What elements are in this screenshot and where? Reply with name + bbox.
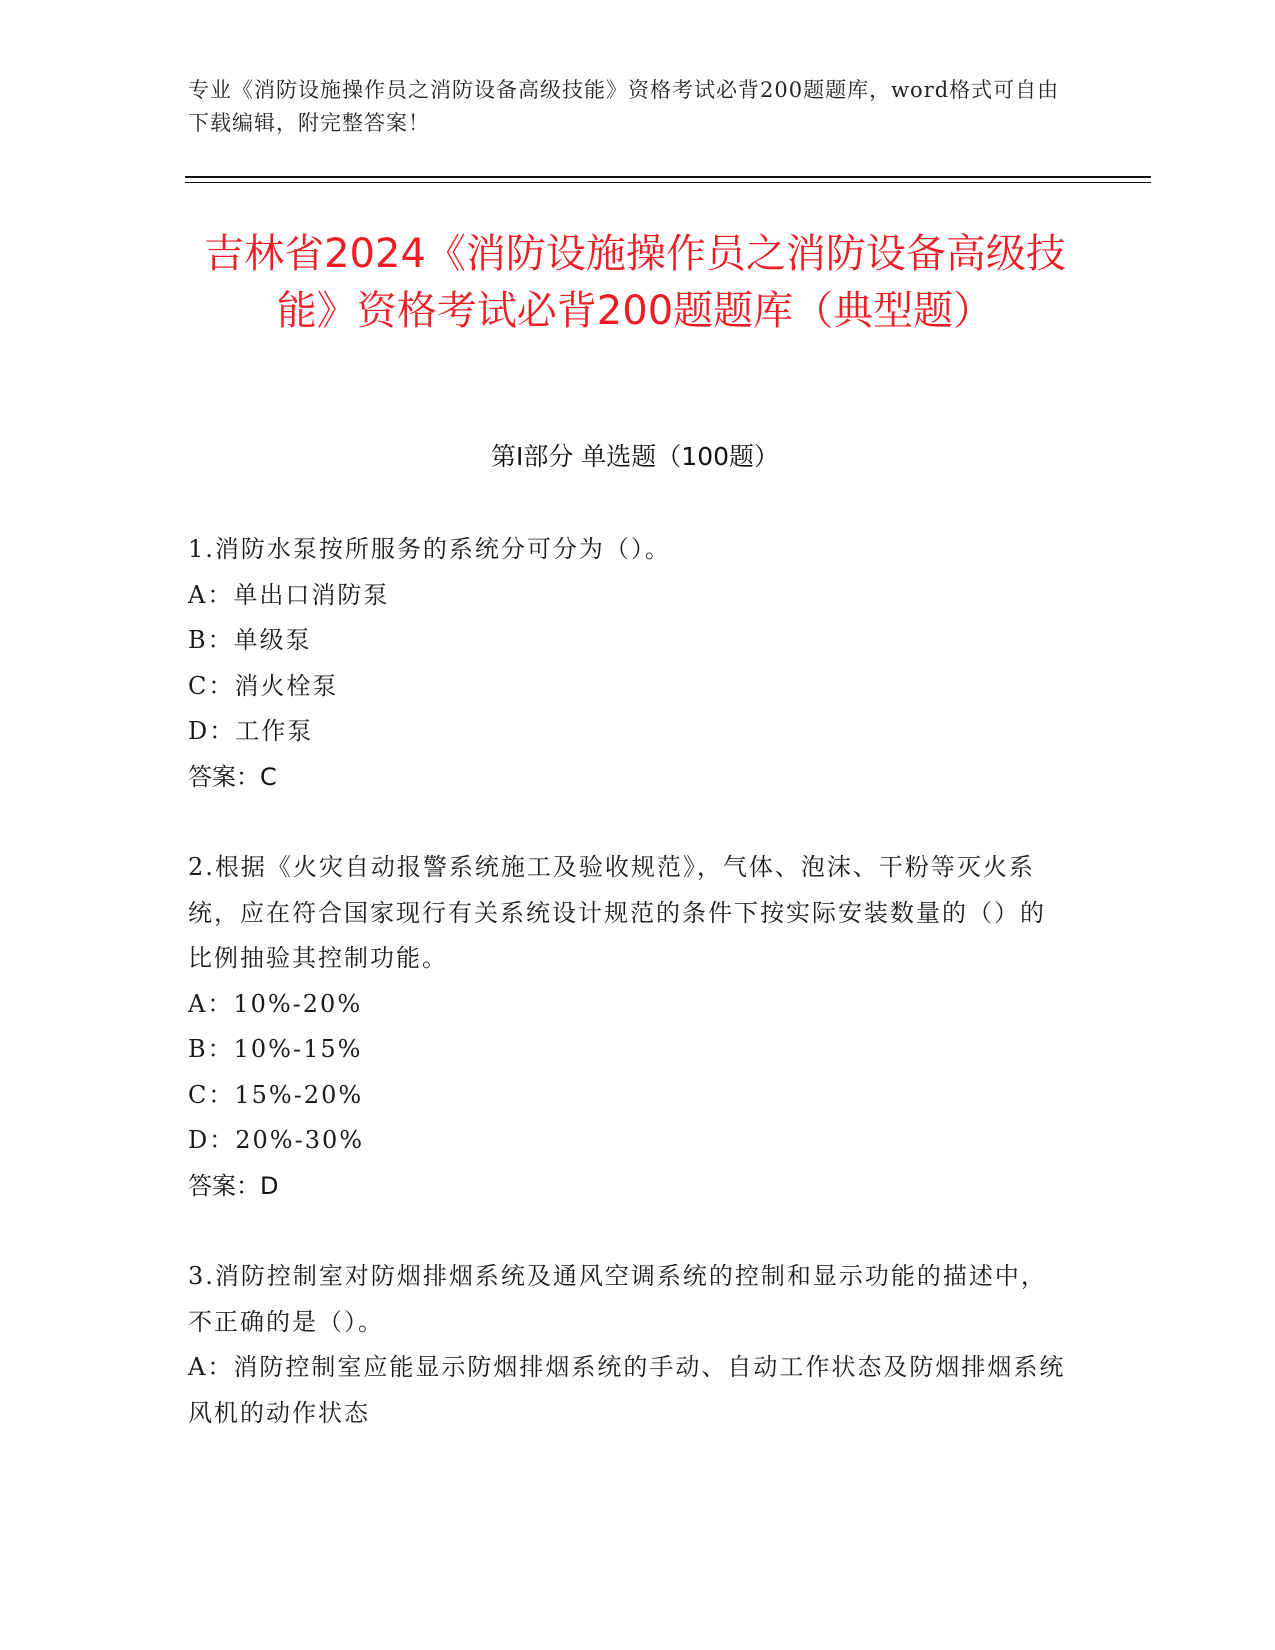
question-answer: 答案：C bbox=[188, 762, 277, 791]
question-list bbox=[188, 527, 1068, 1436]
section-title: 第Ⅰ部分 单选题（100题） bbox=[490, 442, 780, 471]
question-spacer bbox=[188, 1209, 1068, 1254]
option-c: C：15%-20% bbox=[188, 1080, 364, 1109]
header-divider-thick bbox=[185, 176, 1151, 178]
option-a: A：单出口消防泵 bbox=[188, 580, 390, 609]
option-b: B：单级泵 bbox=[188, 626, 312, 654]
option-a: A：10%-20% bbox=[188, 989, 363, 1018]
question-stem: 2.根据《火灾自动报警系统施工及验收规范》，气体、泡沫、干粉等灭火系统，应在符合国家现行有关系统设计规范的条件下按实际安装数量的（）的比例抽验其控制功能。 bbox=[188, 853, 1046, 972]
header-note: 专业《消防设施操作员之消防设备高级技能》资格考试必背200题题库，word格式可自由下载编辑，附完整答案！ bbox=[188, 78, 1060, 135]
header-divider-thin bbox=[185, 182, 1151, 183]
question-2 bbox=[188, 845, 1068, 1209]
document-title: 吉林省2024《消防设施操作员之消防设备高级技能》资格考试必背200题题库（典型题） bbox=[204, 231, 1066, 334]
question-stem: 1.消防水泵按所服务的系统分可分为（）。 bbox=[188, 535, 671, 563]
option-c: C：消火栓泵 bbox=[188, 671, 339, 700]
option-b: B：10%-15% bbox=[188, 1035, 363, 1063]
option-a: A：消防控制室应能显示防烟排烟系统的手动、自动工作状态及防烟排烟系统风机的动作状态 bbox=[188, 1353, 1066, 1427]
question-spacer bbox=[188, 800, 1068, 845]
question-stem: 3.消防控制室对防烟排烟系统及通风空调系统的控制和显示功能的描述中，不正确的是（）。 bbox=[188, 1262, 1047, 1336]
question-3 bbox=[188, 1254, 1068, 1436]
question-answer: 答案：D bbox=[188, 1171, 279, 1200]
option-d: D：20%-30% bbox=[188, 1126, 365, 1154]
option-d: D：工作泵 bbox=[188, 717, 314, 745]
question-1 bbox=[188, 527, 1068, 800]
